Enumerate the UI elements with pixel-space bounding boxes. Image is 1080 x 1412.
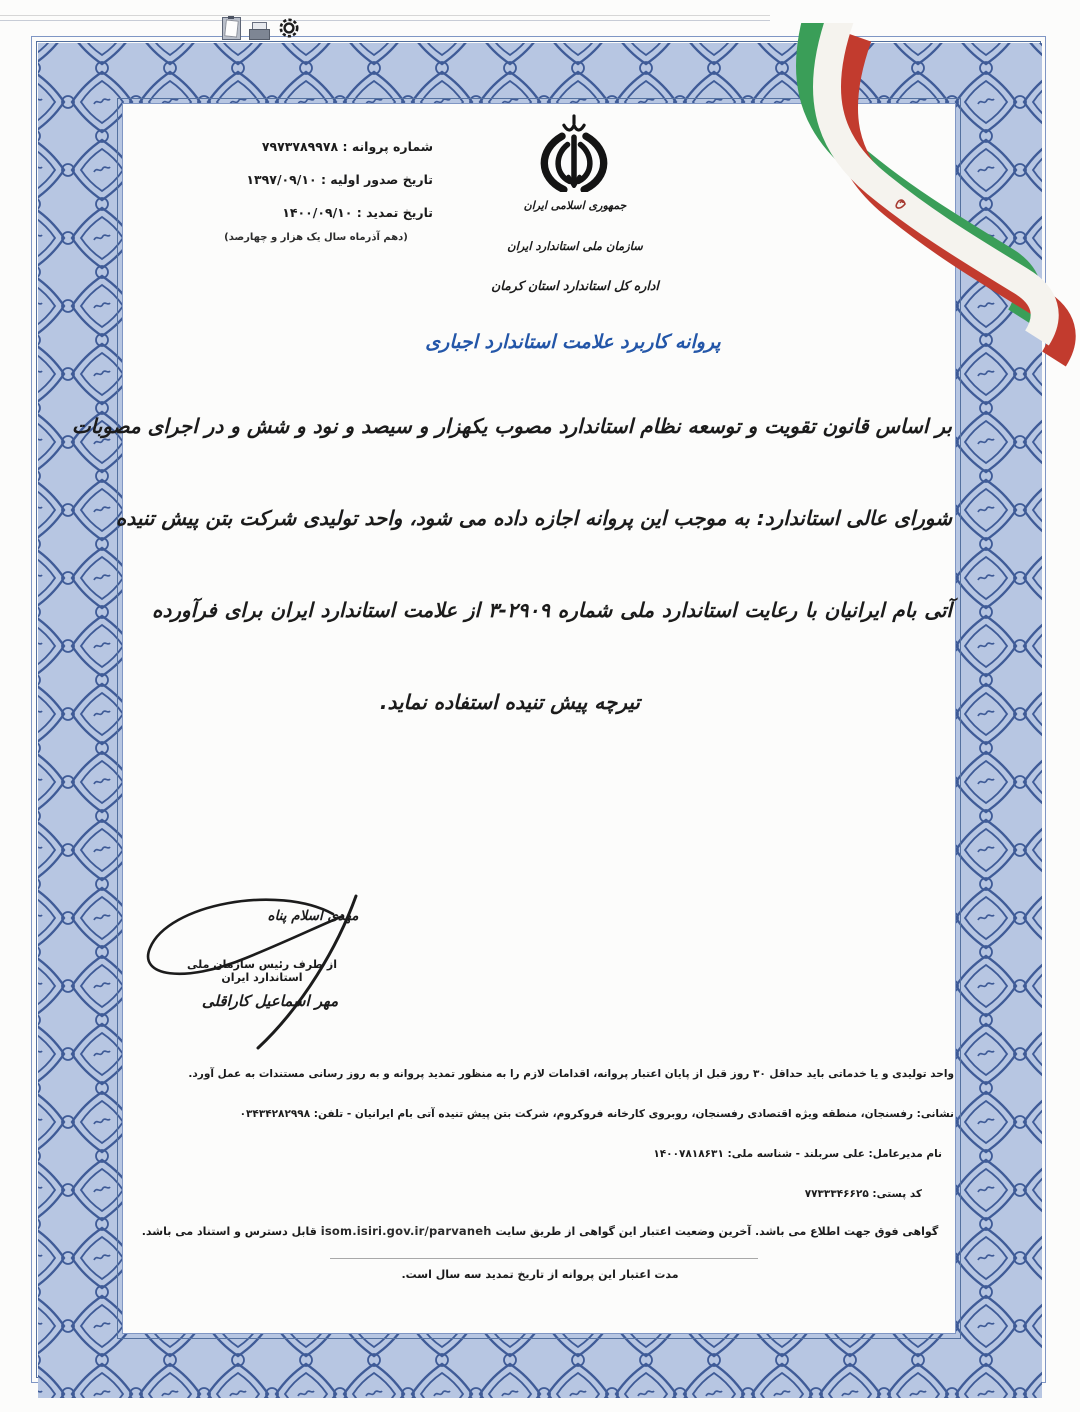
gear-icon[interactable] (277, 16, 301, 40)
license-meta-block (225, 130, 433, 229)
postal-code-line: کد پستی: ۷۷۳۳۳۴۶۶۲۵ (804, 1188, 922, 1200)
body-line-3: آتی بام ایرانیان با رعایت استاندارد ملی شماره ۲۹۰۹-۳ از علامت استاندارد ایران برای فرآورده (152, 598, 952, 622)
license-number-value: ۷۹۷۳۷۸۹۹۷۸ (261, 139, 339, 154)
issue-date-label: تاریخ صدور اولیه : (320, 172, 433, 187)
ceo-national-id-line: نام مدیرعامل: علی سربلند - شناسه ملی: ۱۴۰۰۷۸۱۸۶۳۱ (653, 1148, 942, 1160)
signer-name: مهر اسماعیل کاراقلی (201, 992, 339, 1010)
verification-note-suffix: قابل دسترس و استناد می باشد. (141, 1225, 317, 1238)
renewal-date-line (225, 196, 433, 229)
country-name: جمهوری اسلامی ایران (523, 199, 627, 212)
iran-emblem-icon (528, 108, 620, 192)
clipboard-icon[interactable] (222, 17, 241, 40)
license-number-label: شماره پروانه : (342, 139, 433, 154)
issue-date-value: ۱۳۹۷/۰۹/۱۰ (246, 172, 317, 187)
body-line-2: شورای عالی استاندارد: به موجب این پروانه اجازه داده می شود، واحد تولیدی شرکت بتن پیش تنیده (115, 506, 952, 530)
verification-note (140, 1224, 940, 1238)
signatory-name: مهدی اسلام پناه (267, 908, 359, 924)
certificate-title: پروانه کاربرد علامت استاندارد اجباری (425, 331, 721, 353)
printer-icon[interactable] (249, 22, 269, 40)
renewal-date-note: (دهم آذرماه سال یک هزار و چهارصد) (224, 232, 408, 243)
license-number-line (225, 130, 433, 163)
verification-url: isom.isiri.gov.ir/parvaneh (320, 1224, 492, 1238)
renewal-date-value: ۱۴۰۰/۰۹/۱۰ (282, 205, 353, 220)
provincial-office-name: اداره کل استاندارد استان کرمان (491, 278, 659, 293)
certificate-header (415, 186, 735, 306)
footer-details (188, 1054, 954, 1214)
verification-note-prefix: گواهی فوق جهت اطلاع می باشد. آخرین وضعیت اعتبار این گواهی از طریق سایت (495, 1225, 939, 1238)
viewer-toolbar (222, 16, 301, 40)
issue-date-line (225, 163, 433, 196)
renewal-date-label: تاریخ تمدید : (356, 205, 433, 220)
renewal-instruction-line: واحد تولیدی و یا خدماتی باید حداقل ۳۰ روز قبل از پایان اعتبار پروانه، اقدامات لازم را به منظور تمدید پروانه و به روز رسانی مستندات به عمل آورد. (188, 1068, 954, 1080)
body-line-1: بر اساس قانون تقویت و توسعه نظام استاندارد مصوب یکهزار و سیصد و نود و شش و در اجرای مصوبات (71, 414, 952, 438)
signatory-role: از طرف رئیس سازمان ملی استاندارد ایران (187, 958, 337, 984)
organization-name: سازمان ملی استاندارد ایران (507, 239, 643, 253)
validity-duration-note: مدت اعتبار این پروانه از تاریخ تمدید سه سال است. (401, 1268, 679, 1281)
body-line-4: تیرچه پیش تنیده استفاده نماید. (379, 690, 640, 714)
address-phone-line: نشانی: رفسنجان، منطقه ویژه اقتصادی رفسنجان، روبروی کارخانه فروکروم، شرکت بتن پیش تنیده آتی بام ایرانیان - تلفن: ۰۳۴۳۴۲۸۲۹۹۸ (239, 1108, 954, 1120)
